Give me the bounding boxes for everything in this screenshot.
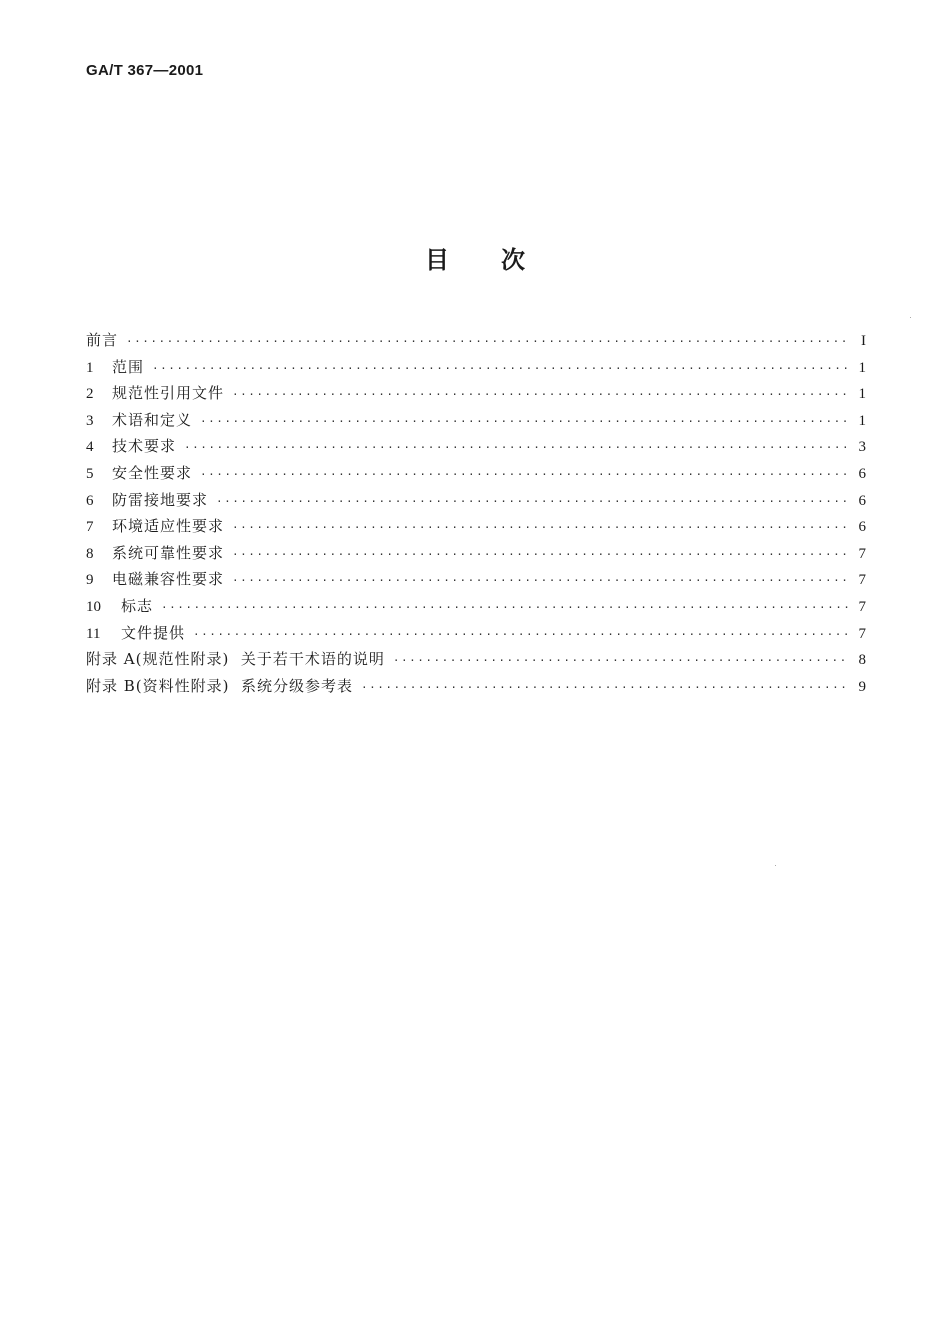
toc-entry-number: 9 (86, 572, 94, 589)
page-title (0, 240, 950, 275)
toc-entry-number: 3 (86, 412, 94, 429)
toc-entry-3[interactable] (86, 407, 866, 434)
toc-entry-label: 技术要求 (112, 437, 177, 456)
toc-entry-label: 环境适应性要求 (112, 517, 225, 536)
scan-speck (910, 317, 911, 318)
toc-entry-page: 1 (858, 359, 866, 376)
toc-entry-page: 7 (858, 625, 866, 642)
scan-speck (775, 865, 776, 866)
table-of-contents (86, 327, 866, 699)
toc-entry-page: 7 (858, 598, 866, 615)
toc-entry-number: 11 (86, 625, 101, 642)
title-char-2: 次 (501, 246, 525, 274)
toc-entry-number: 1 (86, 359, 94, 376)
toc-entry-label: 文件提供 (121, 623, 186, 642)
toc-entry-5[interactable] (86, 460, 866, 487)
toc-entry-page: 8 (858, 652, 866, 669)
toc-entry-4[interactable] (86, 433, 866, 460)
toc-leader-dots (200, 409, 850, 436)
toc-entry-label: 范围 (112, 357, 145, 376)
toc-entry-label: 术语和定义 (112, 410, 193, 429)
toc-entry-label: 系统可靠性要求 (112, 543, 225, 562)
toc-entry-10[interactable] (86, 593, 866, 620)
toc-entry-label: 安全性要求 (112, 463, 193, 482)
toc-entry-appendix-a[interactable] (86, 646, 866, 673)
toc-entry-page: 7 (858, 545, 866, 562)
toc-entry-page: 3 (858, 439, 866, 456)
toc-leader-dots (216, 489, 850, 516)
toc-entry-page: 1 (858, 412, 866, 429)
title-char-1: 目 (425, 246, 449, 274)
toc-leader-dots (393, 648, 850, 675)
toc-leader-dots (232, 568, 850, 595)
toc-leader-dots (161, 595, 850, 622)
toc-entry-2[interactable] (86, 380, 866, 407)
toc-entry-label: 防雷接地要求 (112, 490, 209, 509)
toc-leader-dots (184, 435, 850, 462)
toc-entry-label: 附录 B(资料性附录) 系统分级参考表 (86, 676, 354, 695)
toc-entry-appendix-b[interactable] (86, 673, 866, 700)
toc-leader-dots (232, 382, 850, 409)
toc-leader-dots (126, 329, 850, 356)
toc-entry-7[interactable] (86, 513, 866, 540)
toc-entry-page: 6 (858, 492, 866, 509)
toc-entry-page: 9 (858, 678, 866, 695)
toc-entry-page: I (861, 333, 866, 349)
toc-entry-page: 7 (858, 572, 866, 589)
toc-entry-9[interactable] (86, 566, 866, 593)
toc-entry-8[interactable] (86, 540, 866, 567)
toc-entry-page: 6 (858, 519, 866, 536)
toc-entry-number: 5 (86, 465, 94, 482)
toc-leader-dots (200, 462, 850, 489)
toc-entry-number: 4 (86, 439, 94, 456)
toc-entry-page: 1 (858, 386, 866, 403)
toc-leader-dots (232, 515, 850, 542)
standard-code: GA/T 367—2001 (86, 62, 204, 79)
toc-entry-number: 6 (86, 492, 94, 509)
toc-entry-preface[interactable] (86, 327, 866, 354)
toc-entry-label: 前言 (86, 331, 119, 349)
toc-leader-dots (193, 622, 850, 649)
toc-entry-label: 规范性引用文件 (112, 384, 225, 403)
toc-entry-11[interactable] (86, 620, 866, 647)
toc-entry-number: 7 (86, 519, 94, 536)
toc-entry-number: 8 (86, 545, 94, 562)
toc-entry-number: 2 (86, 386, 94, 403)
toc-entry-label: 电磁兼容性要求 (112, 570, 225, 589)
toc-entry-6[interactable] (86, 487, 866, 514)
toc-entry-page: 6 (858, 465, 866, 482)
toc-leader-dots (152, 356, 850, 383)
toc-leader-dots (361, 675, 850, 702)
toc-leader-dots (232, 542, 850, 569)
toc-entry-1[interactable] (86, 354, 866, 381)
toc-entry-label: 附录 A(规范性附录) 关于若干术语的说明 (86, 650, 385, 669)
toc-entry-number: 10 (86, 598, 101, 615)
toc-entry-label: 标志 (121, 596, 154, 615)
